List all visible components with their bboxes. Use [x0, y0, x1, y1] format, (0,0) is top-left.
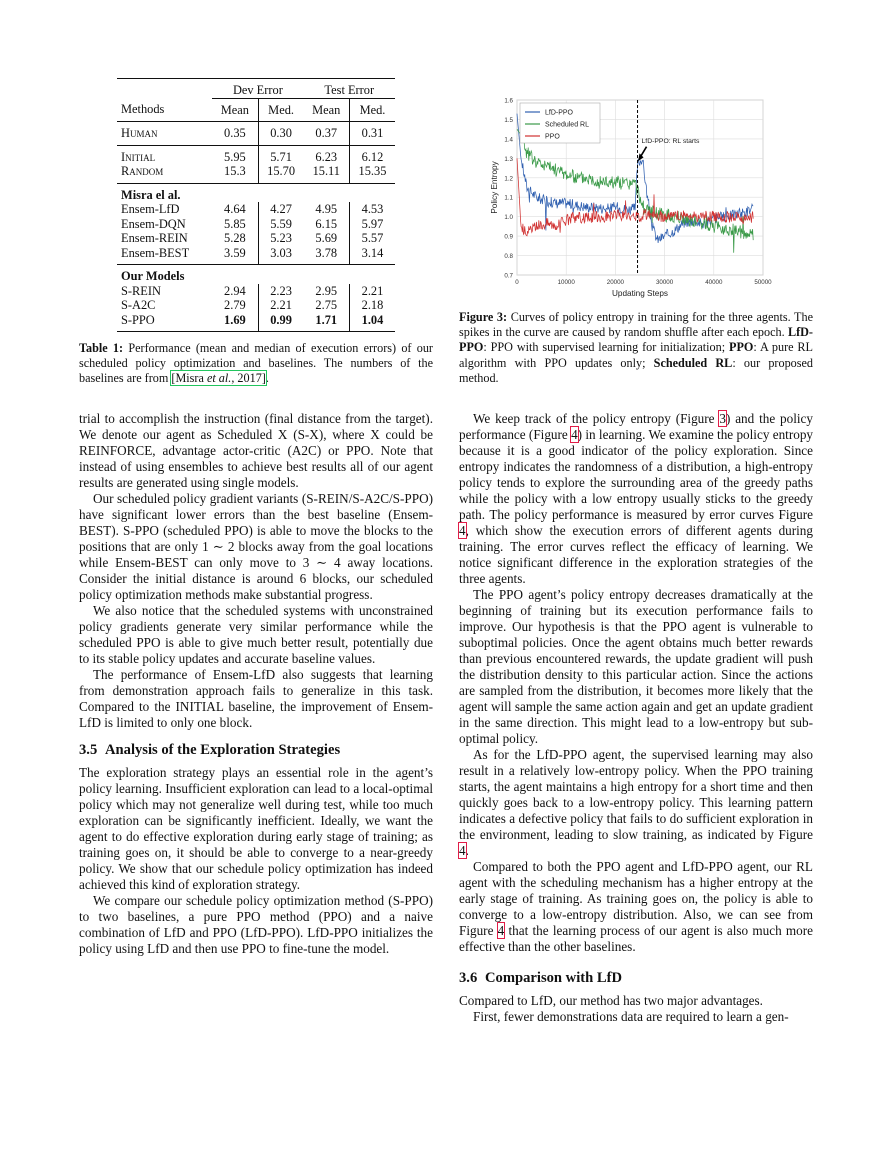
table-cell: 1.69 [212, 313, 258, 332]
table-cell: 5.95 [212, 145, 258, 164]
row-label: Ensem-LfD [121, 202, 180, 216]
section-title: Comparison with LfD [485, 970, 623, 986]
paragraph: We compare our schedule policy optimization method (S-PPO) to two baselines, a pure PPO method (PPO) and a naive combination of LfD and PPO (LfD-PPO). LfD-PPO initializes the policy using LfD and then use PPO to fine-tune the model. [79, 893, 433, 956]
text-run: ) in learning. We examine the policy entropy because it is a good indicator of the policy exploration. Since entropy indicates the randomness of a distribution, a high-entropy policy tends to explore the surrounding area of the greedy paths while the policy with a low entropy usually sticks to the greedy path. The policy performance is measured by error curves Figure [459, 427, 814, 522]
row-label: S-REIN [121, 283, 161, 298]
text-run: As for the LfD-PPO agent, the supervised learning may also result in a relatively low-entropy policy. When the PPO training starts, the agent maintains a high entropy for a short time and then quickly goes back to a low-entropy policy. This learning pattern indicates a defective policy that fails to do sufficient exploration in the environment, leading to slow training, as indicated by Figure [459, 747, 813, 842]
paragraph: The performance of Ensem-LfD also suggests that learning from demonstration approach fails to generalize in this task. Compared to the INITIAL baseline, the improvement of Ensem-LfD is limited to only one block. [79, 667, 433, 730]
table-cell: 3.78 [304, 246, 350, 265]
table-cell: 5.71 [258, 145, 303, 164]
table-cell: 6.12 [349, 145, 395, 164]
figure-ref-link[interactable]: 4 [497, 923, 505, 938]
figure-ref-link[interactable]: 4 [459, 523, 466, 538]
text-run: We keep track of the policy entropy (Figure [473, 411, 720, 426]
section-title: Analysis of the Exploration Strategies [105, 742, 341, 758]
paragraph: The exploration strategy plays an essential role in the agent’s policy learning. Insufficient exploration can lead to a local-optimal policy which may not generalize well during test, while too much exploration can be significantly inefficient. Ideally, we want the agent to do effective exploration during early stage of training; as training goes on, it should be able to converge to a near-greedy policy. We show that our schedule policy optimization has indeed achieved this kind of exploration strategy. [79, 765, 433, 892]
y-tick-label: 0.8 [504, 253, 513, 261]
y-tick-label: 0.7 [504, 272, 513, 280]
text-run: ) and the policy performance (Figure [459, 411, 813, 442]
y-tick-label: 1.5 [504, 116, 513, 124]
y-tick-label: 1.2 [504, 175, 513, 183]
table-cell: 0.99 [258, 313, 303, 332]
figure-caption-text: : PPO with supervised learning for initialization; [483, 340, 729, 355]
table-cell: 0.37 [304, 122, 350, 146]
table-cell: 1.04 [349, 313, 395, 332]
row-label: S-PPO [117, 313, 212, 332]
table-cell: 5.28 [212, 231, 258, 246]
figure-ref-link[interactable]: 4 [459, 843, 466, 858]
table-cell: 2.21 [361, 283, 384, 298]
table-cell: 4.95 [304, 202, 350, 217]
text-run: . [465, 843, 469, 858]
x-tick-label: 30000 [655, 279, 674, 286]
table-cell: 2.23 [270, 283, 292, 298]
table-cell: 2.21 [270, 298, 292, 312]
table-cell: 4.53 [361, 202, 384, 216]
table-cell: 3.59 [212, 246, 258, 265]
paragraph [459, 747, 813, 859]
table-caption-label: Table 1: [79, 341, 124, 355]
section-number: 3.6 [459, 970, 478, 986]
legend-label: PPO [545, 133, 560, 141]
paragraph: We also notice that the scheduled systems with unconstrained policy gradients generate very similar performance while the scheduled PPO is able to give much better result, potentially due to its stable policy updates and accurate baseline values. [79, 603, 433, 666]
table-cell: 0.35 [212, 122, 258, 146]
left-column [79, 411, 433, 957]
x-tick-label: 50000 [754, 279, 772, 286]
entropy-chart [480, 90, 780, 302]
table-cell: 15.11 [304, 164, 350, 183]
results-table [117, 78, 395, 332]
test-mean-header: Mean [304, 98, 350, 122]
y-axis-label: Policy Entropy [490, 161, 499, 214]
legend-label: Scheduled RL [545, 121, 589, 129]
paragraph: trial to accomplish the instruction (final distance from the target). We denote our agent as Scheduled X (S-X), where X could be REINFORCE, advantage actor-critic (A2C) or PPO. Note that instead of using ensembles to achieve best results all of our agent results are generated using single models. [79, 411, 433, 490]
citation-etal: et al. [206, 371, 232, 386]
row-label: Initial [117, 145, 212, 164]
figure-caption-term: LfD-PPO [459, 325, 813, 355]
table-cell: 15.70 [267, 164, 296, 178]
section-number: 3.5 [79, 742, 98, 758]
table-cell: 0.30 [258, 122, 303, 146]
citation-link[interactable]: [Misra et al., 2017] [171, 371, 266, 386]
table-cell: 6.15 [304, 217, 350, 232]
table-cell: 3.03 [270, 245, 292, 260]
right-column [459, 411, 813, 1025]
table-cell: 5.97 [361, 216, 384, 231]
row-label: Random [121, 164, 164, 178]
row-label: S-A2C [121, 298, 156, 312]
y-tick-label: 1.3 [504, 155, 513, 163]
methods-header: Methods [121, 102, 165, 117]
x-tick-label: 40000 [705, 279, 723, 286]
table-cell: 1.71 [304, 313, 350, 332]
text-run: that the learning process of our agent is also much more effective than the other baselines. [459, 923, 813, 954]
ours-group-title: Our Models [117, 265, 395, 284]
table-cell: 0.31 [349, 122, 395, 146]
table-cell: 2.79 [212, 298, 258, 313]
x-tick-label: 20000 [606, 279, 625, 286]
figure-caption-text: : A pure RL algorithm with PPO updates only; [459, 340, 813, 370]
y-tick-label: 0.9 [504, 233, 513, 241]
dev-mean-header: Mean [212, 98, 258, 122]
figure-caption-text: : our proposed method. [459, 355, 814, 385]
table-cell: 5.57 [361, 231, 384, 245]
table-cell: 5.85 [212, 217, 258, 232]
table-cell: 5.23 [270, 231, 292, 245]
row-label: Ensem-REIN [121, 231, 188, 245]
table-cell: 4.64 [212, 202, 258, 217]
table-cell: 3.14 [361, 245, 384, 260]
legend-label: LfD-PPO [545, 109, 574, 117]
paragraph: First, fewer demonstrations data are required to learn a gen- [473, 1009, 789, 1024]
paragraph: The PPO agent’s policy entropy decreases dramatically at the beginning of training but its execution performance fails to improve. Our hypothesis is that the PPO agent is vulnerable to suboptimal policies. Once the agent obtains much better rewards than previous encountered rewards, the update gradient will push the distribution density to this particular action. Since the actions are sampled from the distribution, it becomes more likely that the agent will sample the same action again and get an update gradient in the same direction. This might lead to a low-entropy but sub-optimal policy. [459, 587, 813, 746]
y-tick-label: 1.4 [504, 136, 513, 144]
citation-year: , 2017 [231, 371, 262, 386]
figure-caption [459, 310, 813, 386]
paragraph: Compared to LfD, our method has two major advantages. [459, 993, 763, 1008]
y-tick-label: 1.0 [504, 214, 513, 222]
figure-caption-label: Figure 3: [459, 310, 508, 324]
table-caption-tail: . [265, 371, 269, 386]
figure-ref-link[interactable]: 4 [571, 427, 578, 442]
citation-author: Misra [175, 371, 207, 386]
row-label: Ensem-DQN [121, 216, 186, 231]
figure-ref-link[interactable]: 3 [719, 411, 726, 426]
table-caption-text: Performance (mean and median of execution errors) of our scheduled policy optimization and baselines. The numbers of the baselines are from [79, 341, 433, 386]
dev-error-header: Dev Error [232, 83, 283, 97]
paragraph [459, 411, 813, 587]
section-heading [79, 741, 433, 759]
x-axis-label: Updating Steps [612, 289, 668, 298]
paragraph [459, 859, 813, 955]
x-tick-label: 0 [515, 279, 519, 286]
figure-caption-term: PPO [729, 340, 754, 355]
table-cell: 5.69 [304, 231, 350, 246]
chart-svg [480, 90, 780, 302]
table-caption [79, 341, 433, 387]
misra-group-title: Misra el al. [117, 183, 395, 202]
table-cell: 2.18 [361, 298, 384, 312]
figure-caption-text: Curves of policy entropy in training for the three agents. The spikes in the curve are caused by random shuffle after each epoch. [459, 310, 813, 340]
annotation-text: LfD-PPO: RL starts [641, 137, 700, 145]
test-error-header: Test Error [324, 83, 375, 97]
dev-med-header: Med. [258, 98, 303, 122]
table-cell: 2.75 [304, 298, 350, 313]
y-tick-label: 1.1 [504, 194, 513, 202]
test-med-header: Med. [349, 98, 395, 122]
table-cell: 15.3 [212, 164, 258, 183]
figure-caption-term: Scheduled RL [653, 355, 733, 370]
table-cell: 5.59 [270, 216, 292, 231]
paragraph: Our scheduled policy gradient variants (S-REIN/S-A2C/S-PPO) have significant lower errors than the best baseline (Ensem-BEST). S-PPO (scheduled PPO) is able to move the blocks to the positions that are only 1 ∼ 2 blocks away from the goal locations while Ensem-BEST can only move to 3 ∼ 4 away locations. Consider the initial distance is around 6 blocks, our scheduled policy optimization methods make substantial progress. [79, 491, 433, 602]
table-cell: 6.23 [304, 145, 350, 164]
section-heading [459, 969, 813, 987]
y-tick-label: 1.6 [504, 97, 513, 105]
text-run: , which show the execution errors of different agents during training. The error curves reflect the efficacy of learning. We notice significant difference in the exploration strategies of the three agents. [459, 523, 813, 586]
row-label: Ensem-BEST [121, 245, 190, 260]
table-cell: 4.27 [270, 202, 292, 216]
table-cell: 15.35 [358, 164, 387, 178]
text-run: Compared to both the PPO agent and LfD-PPO agent, our RL agent with the scheduling mechanism has a higher entropy at the early stage of training. As training goes on, the policy is able to converge to a low-entropy distribution. Also, we can see from Figure [459, 859, 813, 938]
table-cell: 2.95 [304, 284, 350, 299]
x-tick-label: 10000 [557, 279, 575, 286]
table-cell: 2.94 [212, 284, 258, 299]
human-row-label: Human [117, 122, 212, 146]
